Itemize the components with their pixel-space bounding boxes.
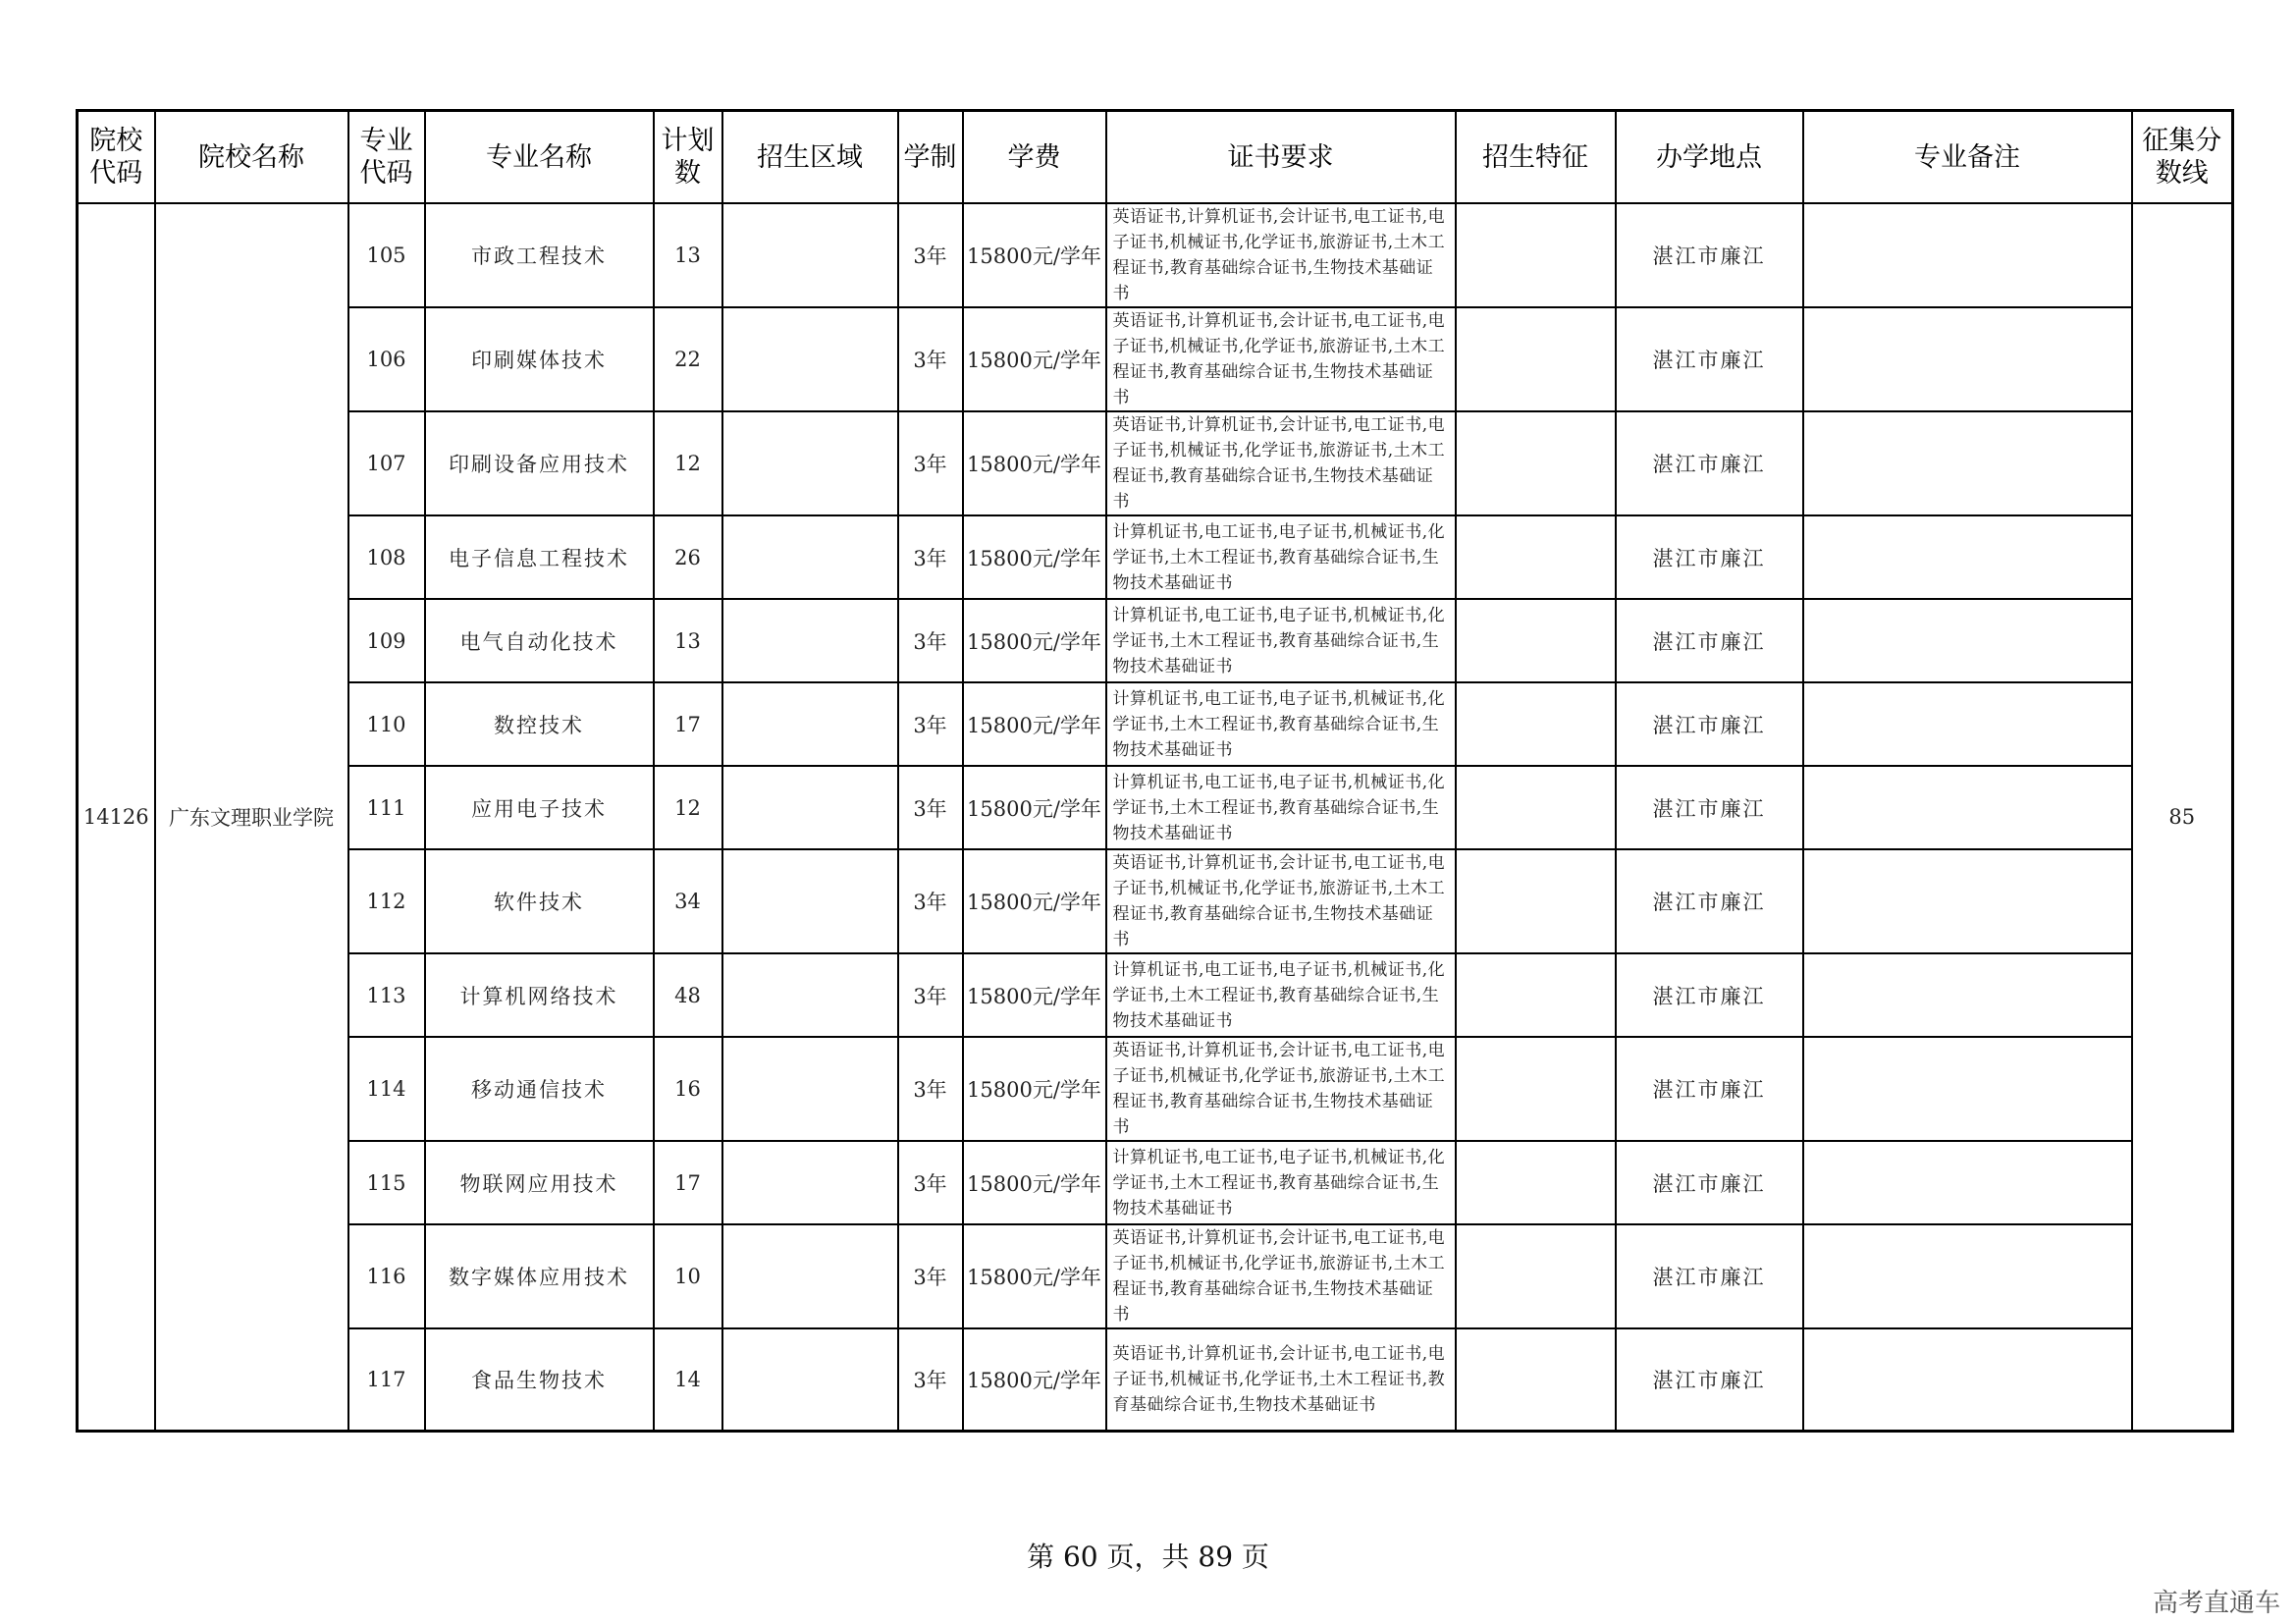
duration-cell: 3年 xyxy=(898,766,963,849)
certificate-cell: 计算机证书,电工证书,电子证书,机械证书,化学证书,土木工程证书,教育基础综合证书,生物技术基础证书 xyxy=(1106,1141,1456,1224)
fee-cell: 15800元/学年 xyxy=(963,766,1106,849)
major-code-cell: 106 xyxy=(348,307,425,411)
fee-cell: 15800元/学年 xyxy=(963,849,1106,953)
fee-cell: 15800元/学年 xyxy=(963,203,1106,307)
major-code-cell: 115 xyxy=(348,1141,425,1224)
region-cell xyxy=(722,515,898,599)
major-name-cell: 食品生物技术 xyxy=(425,1328,654,1431)
fee-cell: 15800元/学年 xyxy=(963,1141,1106,1224)
fee-cell: 15800元/学年 xyxy=(963,599,1106,682)
major-code-cell: 109 xyxy=(348,599,425,682)
feature-cell xyxy=(1456,203,1616,307)
plan-count-cell: 12 xyxy=(654,766,722,849)
feature-cell xyxy=(1456,307,1616,411)
fee-cell: 15800元/学年 xyxy=(963,682,1106,766)
table-row xyxy=(78,953,2233,1037)
duration-cell: 3年 xyxy=(898,599,963,682)
major-code-header: 专业代码 xyxy=(348,111,425,204)
plan-count-cell: 12 xyxy=(654,411,722,515)
duration-cell: 3年 xyxy=(898,849,963,953)
note-cell xyxy=(1803,203,2132,307)
duration-header: 学制 xyxy=(898,111,963,204)
certificate-cell: 英语证书,计算机证书,会计证书,电工证书,电子证书,机械证书,化学证书,旅游证书,土木工程证书,教育基础综合证书,生物技术基础证书 xyxy=(1106,849,1456,953)
fee-cell: 15800元/学年 xyxy=(963,953,1106,1037)
fee-cell: 15800元/学年 xyxy=(963,411,1106,515)
plan-count-header: 计划数 xyxy=(654,111,722,204)
location-cell: 湛江市廉江 xyxy=(1616,682,1803,766)
location-cell: 湛江市廉江 xyxy=(1616,411,1803,515)
fee-cell: 15800元/学年 xyxy=(963,1037,1106,1141)
note-cell xyxy=(1803,1141,2132,1224)
note-cell xyxy=(1803,766,2132,849)
feature-cell xyxy=(1456,953,1616,1037)
region-cell xyxy=(722,1328,898,1431)
plan-count-cell: 26 xyxy=(654,515,722,599)
school-name-header: 院校名称 xyxy=(155,111,348,204)
school-code-header: 院校代码 xyxy=(78,111,155,204)
duration-cell: 3年 xyxy=(898,515,963,599)
region-cell xyxy=(722,682,898,766)
location-cell: 湛江市廉江 xyxy=(1616,599,1803,682)
cutoff-cell: 85 xyxy=(2132,203,2233,1431)
certificate-cell: 英语证书,计算机证书,会计证书,电工证书,电子证书,机械证书,化学证书,旅游证书,土木工程证书,教育基础综合证书,生物技术基础证书 xyxy=(1106,307,1456,411)
plan-count-cell: 10 xyxy=(654,1224,722,1328)
duration-cell: 3年 xyxy=(898,1224,963,1328)
certificate-cell: 英语证书,计算机证书,会计证书,电工证书,电子证书,机械证书,化学证书,土木工程证书,教育基础综合证书,生物技术基础证书 xyxy=(1106,1328,1456,1431)
major-name-cell: 计算机网络技术 xyxy=(425,953,654,1037)
region-cell xyxy=(722,953,898,1037)
major-code-cell: 107 xyxy=(348,411,425,515)
region-cell xyxy=(722,1037,898,1141)
location-cell: 湛江市廉江 xyxy=(1616,515,1803,599)
region-header: 招生区域 xyxy=(722,111,898,204)
note-cell xyxy=(1803,599,2132,682)
major-code-cell: 108 xyxy=(348,515,425,599)
certificate-cell: 英语证书,计算机证书,会计证书,电工证书,电子证书,机械证书,化学证书,旅游证书,土木工程证书,教育基础综合证书,生物技术基础证书 xyxy=(1106,1037,1456,1141)
feature-cell xyxy=(1456,599,1616,682)
table-row xyxy=(78,682,2233,766)
feature-cell xyxy=(1456,1224,1616,1328)
major-code-cell: 116 xyxy=(348,1224,425,1328)
note-cell xyxy=(1803,515,2132,599)
major-name-header: 专业名称 xyxy=(425,111,654,204)
note-cell xyxy=(1803,953,2132,1037)
note-cell xyxy=(1803,849,2132,953)
region-cell xyxy=(722,849,898,953)
major-code-cell: 110 xyxy=(348,682,425,766)
major-name-cell: 应用电子技术 xyxy=(425,766,654,849)
region-cell xyxy=(722,599,898,682)
plan-count-cell: 22 xyxy=(654,307,722,411)
plan-count-cell: 13 xyxy=(654,203,722,307)
table-row xyxy=(78,203,2233,307)
plan-count-cell: 16 xyxy=(654,1037,722,1141)
note-cell xyxy=(1803,307,2132,411)
header-row xyxy=(78,111,2233,204)
note-cell xyxy=(1803,1328,2132,1431)
duration-cell: 3年 xyxy=(898,1141,963,1224)
table-body xyxy=(78,203,2233,1431)
location-cell: 湛江市廉江 xyxy=(1616,766,1803,849)
certificate-cell: 计算机证书,电工证书,电子证书,机械证书,化学证书,土木工程证书,教育基础综合证书,生物技术基础证书 xyxy=(1106,682,1456,766)
duration-cell: 3年 xyxy=(898,307,963,411)
table-row xyxy=(78,849,2233,953)
major-name-cell: 电气自动化技术 xyxy=(425,599,654,682)
certificate-cell: 英语证书,计算机证书,会计证书,电工证书,电子证书,机械证书,化学证书,旅游证书,土木工程证书,教育基础综合证书,生物技术基础证书 xyxy=(1106,1224,1456,1328)
feature-cell xyxy=(1456,411,1616,515)
fee-cell: 15800元/学年 xyxy=(963,1224,1106,1328)
fee-cell: 15800元/学年 xyxy=(963,515,1106,599)
certificate-cell: 计算机证书,电工证书,电子证书,机械证书,化学证书,土木工程证书,教育基础综合证书,生物技术基础证书 xyxy=(1106,953,1456,1037)
major-code-cell: 112 xyxy=(348,849,425,953)
major-name-cell: 电子信息工程技术 xyxy=(425,515,654,599)
major-code-cell: 111 xyxy=(348,766,425,849)
note-cell xyxy=(1803,1224,2132,1328)
table-row xyxy=(78,307,2233,411)
major-name-cell: 软件技术 xyxy=(425,849,654,953)
major-name-cell: 市政工程技术 xyxy=(425,203,654,307)
note-cell xyxy=(1803,682,2132,766)
location-cell: 湛江市廉江 xyxy=(1616,1328,1803,1431)
major-name-cell: 数字媒体应用技术 xyxy=(425,1224,654,1328)
certificate-cell: 英语证书,计算机证书,会计证书,电工证书,电子证书,机械证书,化学证书,旅游证书,土木工程证书,教育基础综合证书,生物技术基础证书 xyxy=(1106,411,1456,515)
duration-cell: 3年 xyxy=(898,411,963,515)
region-cell xyxy=(722,1224,898,1328)
feature-cell xyxy=(1456,1037,1616,1141)
feature-cell xyxy=(1456,515,1616,599)
fee-header: 学费 xyxy=(963,111,1106,204)
location-cell: 湛江市廉江 xyxy=(1616,307,1803,411)
table-row xyxy=(78,766,2233,849)
duration-cell: 3年 xyxy=(898,682,963,766)
certificate-header: 证书要求 xyxy=(1106,111,1456,204)
feature-cell xyxy=(1456,1328,1616,1431)
table-row xyxy=(78,1141,2233,1224)
feature-cell xyxy=(1456,849,1616,953)
plan-count-cell: 48 xyxy=(654,953,722,1037)
table-row xyxy=(78,1037,2233,1141)
location-cell: 湛江市廉江 xyxy=(1616,1224,1803,1328)
certificate-cell: 英语证书,计算机证书,会计证书,电工证书,电子证书,机械证书,化学证书,旅游证书,土木工程证书,教育基础综合证书,生物技术基础证书 xyxy=(1106,203,1456,307)
region-cell xyxy=(722,203,898,307)
feature-cell xyxy=(1456,1141,1616,1224)
plan-count-cell: 14 xyxy=(654,1328,722,1431)
plan-count-cell: 34 xyxy=(654,849,722,953)
major-name-cell: 物联网应用技术 xyxy=(425,1141,654,1224)
region-cell xyxy=(722,1141,898,1224)
duration-cell: 3年 xyxy=(898,203,963,307)
major-code-cell: 105 xyxy=(348,203,425,307)
table-row xyxy=(78,1328,2233,1431)
page-footer: 第 60 页，共 89 页 xyxy=(1027,1541,1269,1573)
region-cell xyxy=(722,411,898,515)
major-name-cell: 印刷设备应用技术 xyxy=(425,411,654,515)
enrollment-table xyxy=(76,109,2234,1433)
fee-cell: 15800元/学年 xyxy=(963,307,1106,411)
table-row xyxy=(78,515,2233,599)
location-header: 办学地点 xyxy=(1616,111,1803,204)
cutoff-header: 征集分数线 xyxy=(2132,111,2233,204)
table-row xyxy=(78,599,2233,682)
duration-cell: 3年 xyxy=(898,1328,963,1431)
note-cell xyxy=(1803,411,2132,515)
duration-cell: 3年 xyxy=(898,953,963,1037)
fee-cell: 15800元/学年 xyxy=(963,1328,1106,1431)
location-cell: 湛江市廉江 xyxy=(1616,1037,1803,1141)
feature-cell xyxy=(1456,766,1616,849)
duration-cell: 3年 xyxy=(898,1037,963,1141)
note-header: 专业备注 xyxy=(1803,111,2132,204)
feature-cell xyxy=(1456,682,1616,766)
location-cell: 湛江市廉江 xyxy=(1616,1141,1803,1224)
region-cell xyxy=(722,307,898,411)
location-cell: 湛江市廉江 xyxy=(1616,849,1803,953)
note-cell xyxy=(1803,1037,2132,1141)
feature-header: 招生特征 xyxy=(1456,111,1616,204)
certificate-cell: 计算机证书,电工证书,电子证书,机械证书,化学证书,土木工程证书,教育基础综合证书,生物技术基础证书 xyxy=(1106,515,1456,599)
major-name-cell: 移动通信技术 xyxy=(425,1037,654,1141)
major-code-cell: 117 xyxy=(348,1328,425,1431)
school-name-cell: 广东文理职业学院 xyxy=(155,203,348,1431)
plan-count-cell: 17 xyxy=(654,1141,722,1224)
major-code-cell: 113 xyxy=(348,953,425,1037)
table-row xyxy=(78,1224,2233,1328)
major-name-cell: 印刷媒体技术 xyxy=(425,307,654,411)
location-cell: 湛江市廉江 xyxy=(1616,953,1803,1037)
plan-count-cell: 13 xyxy=(654,599,722,682)
table-row xyxy=(78,411,2233,515)
certificate-cell: 计算机证书,电工证书,电子证书,机械证书,化学证书,土木工程证书,教育基础综合证书,生物技术基础证书 xyxy=(1106,766,1456,849)
region-cell xyxy=(722,766,898,849)
watermark-logo: 高考直通车 xyxy=(2152,1589,2280,1618)
location-cell: 湛江市廉江 xyxy=(1616,203,1803,307)
major-name-cell: 数控技术 xyxy=(425,682,654,766)
plan-count-cell: 17 xyxy=(654,682,722,766)
school-code-cell: 14126 xyxy=(78,203,155,1431)
major-code-cell: 114 xyxy=(348,1037,425,1141)
certificate-cell: 计算机证书,电工证书,电子证书,机械证书,化学证书,土木工程证书,教育基础综合证书,生物技术基础证书 xyxy=(1106,599,1456,682)
